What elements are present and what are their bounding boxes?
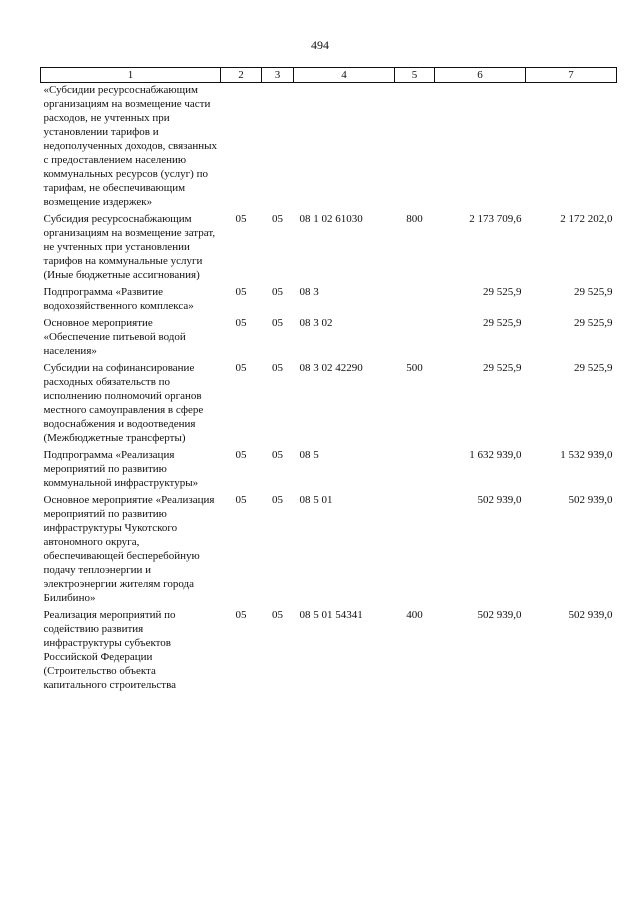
row-target-code: 08 5 01: [299, 494, 333, 506]
row-amount-1: 502 939,0: [477, 494, 522, 506]
row-name: «Субсидии ресурсоснабжающим организациям на возмещение части расходов, не учтенных при установлении тарифов и недополученных доходов, связанных с предоставлением населению коммунальных ресурсов (услуг) по тарифам, не обеспечивающим возмещение издержек»: [43, 84, 218, 208]
row-expense-type: [395, 316, 435, 361]
row-expense-type: [395, 285, 435, 316]
row-expense-type: 800: [406, 213, 423, 225]
row-amount-1: 502 939,0: [477, 609, 522, 621]
row-name: Субсидия ресурсоснабжающим организациям на возмещение затрат, не учтенных при установлении тарифов на коммунальные услуги (Иные бюджетные ассигнования): [43, 213, 216, 281]
row-expense-type: 500: [406, 362, 423, 374]
table-row: [41, 83, 617, 213]
row-section: 05: [235, 317, 247, 329]
table-row: [41, 316, 617, 361]
row-target-code: 08 3 02: [299, 317, 333, 329]
row-section: [221, 83, 262, 213]
page-number: 494: [311, 38, 329, 52]
row-subsection: 05: [272, 317, 283, 329]
col-header-2: 2: [221, 68, 262, 83]
col-header-7: 7: [526, 68, 617, 83]
row-section: 05: [235, 362, 247, 374]
table-row: [41, 285, 617, 316]
row-name: Подпрограмма «Реализация мероприятий по развитию коммунальной инфраструктуры»: [43, 449, 199, 489]
row-section: 05: [235, 286, 247, 298]
row-amount-2: 1 532 939,0: [560, 449, 613, 461]
row-amount-2: 29 525,9: [574, 362, 613, 374]
table-row: [41, 361, 617, 448]
row-amount-2: 29 525,9: [574, 317, 613, 329]
row-name: Подпрограмма «Развитие водохозяйственного комплекса»: [43, 286, 194, 312]
table-header-row: [41, 68, 617, 83]
row-name: Субсидии на софинансирование расходных обязательств по исполнению полномочий органов местного самоуправления в сфере водоснабжения и водоотведения (Межбюджетные трансферты): [43, 362, 204, 444]
row-expense-type: 400: [406, 609, 423, 621]
row-target-code: 08 5 01 54341: [299, 609, 363, 621]
row-amount-2: 2 172 202,0: [560, 213, 613, 225]
row-amount-1: 29 525,9: [483, 362, 522, 374]
row-section: 05: [235, 213, 247, 225]
row-subsection: 05: [272, 494, 283, 506]
row-expense-type: [395, 493, 435, 608]
row-section: 05: [235, 494, 247, 506]
row-amount-1: [435, 83, 526, 213]
row-name: Основное мероприятие «Реализация мероприятий по развитию инфраструктуры Чукотского автономного округа, обеспечивающей бесперебойную подачу теплоэнергии и электроэнергии жителям города Билибино»: [43, 494, 215, 604]
row-amount-1: 1 632 939,0: [469, 449, 522, 461]
row-target-code: 08 1 02 61030: [299, 213, 363, 225]
row-name: Основное мероприятие «Обеспечение питьевой водой населения»: [43, 317, 186, 357]
row-subsection: 05: [272, 449, 283, 461]
row-section: 05: [235, 609, 247, 621]
row-target-code: [294, 83, 395, 213]
row-amount-1: 29 525,9: [483, 317, 522, 329]
col-header-3: 3: [262, 68, 294, 83]
row-amount-2: 502 939,0: [568, 609, 613, 621]
row-name: Реализация мероприятий по содействию развития инфраструктуры субъектов Российской Федерации (Строительство объекта капитального строительства: [43, 609, 177, 691]
table-row: [41, 493, 617, 608]
col-header-5: 5: [395, 68, 435, 83]
row-amount-1: 2 173 709,6: [469, 213, 522, 225]
row-section: 05: [235, 449, 247, 461]
row-expense-type: [395, 448, 435, 493]
row-subsection: 05: [272, 362, 283, 374]
row-subsection: 05: [272, 609, 283, 621]
row-amount-2: 502 939,0: [568, 494, 613, 506]
table-row: [41, 608, 617, 695]
row-target-code: 08 5: [299, 449, 319, 461]
row-subsection: [262, 83, 294, 213]
row-subsection: 05: [272, 286, 283, 298]
row-subsection: 05: [272, 213, 283, 225]
col-header-4: 4: [294, 68, 395, 83]
row-amount-2: 29 525,9: [574, 286, 613, 298]
table-row: [41, 212, 617, 285]
row-target-code: 08 3 02 42290: [299, 362, 363, 374]
row-expense-type: [395, 83, 435, 213]
row-target-code: 08 3: [299, 286, 319, 298]
table-row: [41, 448, 617, 493]
budget-table: [40, 67, 617, 695]
row-amount-1: 29 525,9: [483, 286, 522, 298]
col-header-1: 1: [41, 68, 221, 83]
row-amount-2: [526, 83, 617, 213]
col-header-6: 6: [435, 68, 526, 83]
